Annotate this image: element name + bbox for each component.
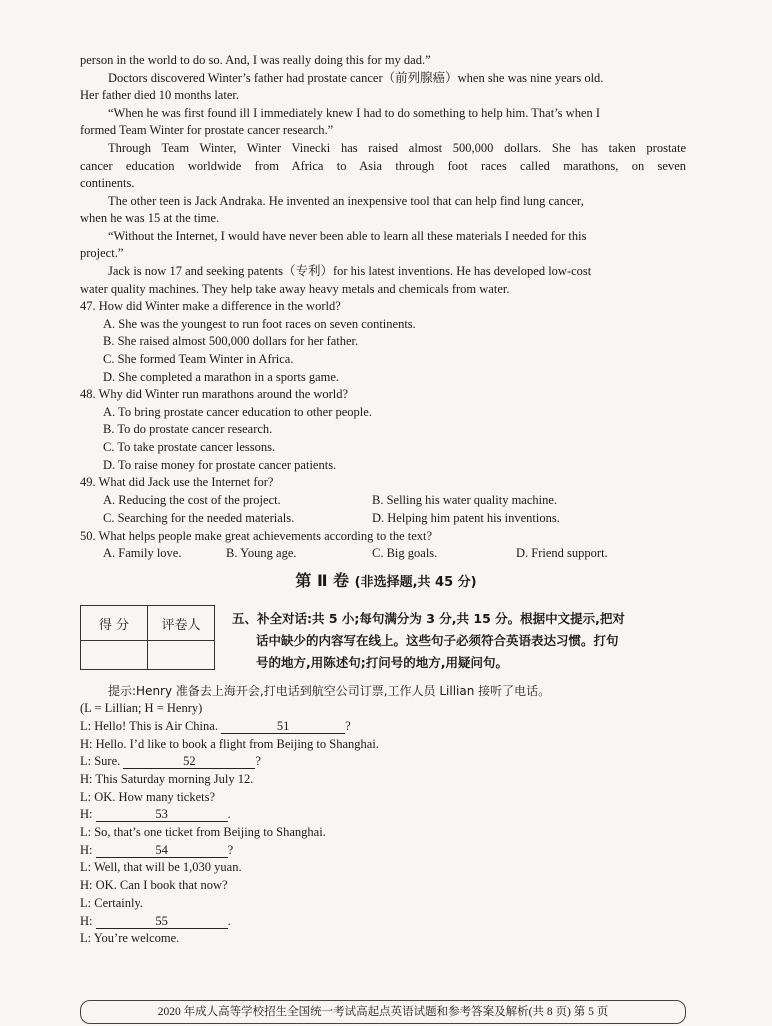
question-47-option-a: A. She was the youngest to run foot races on seven continents.	[103, 317, 416, 331]
passage-line: project.”	[80, 246, 124, 260]
score-label: 得 分	[81, 606, 148, 641]
passage-line: cancer education worldwide from Africa to Asia through foot races called marathons, on seven	[80, 159, 686, 173]
dialogue-line: H: OK. Can I book that now?	[80, 878, 228, 892]
instruction-line: 号的地方,用陈述句;打问号的地方,用疑问句。	[256, 655, 508, 670]
question-48-stem: 48. Why did Winter run marathons around the world?	[80, 387, 349, 401]
question-48-option-a: A. To bring prostate cancer education to other people.	[103, 405, 372, 419]
dialogue-key: (L = Lillian; H = Henry)	[80, 701, 203, 715]
dialogue-line: L: Certainly.	[80, 896, 144, 910]
dialogue-line: L: You’re welcome.	[80, 931, 180, 945]
passage-line: Jack is now 17 and seeking patents（专利）for his latest inventions. He has developed low-cost	[108, 264, 592, 278]
dialogue-line: L: Hello! This is Air China. 51 ?	[80, 719, 351, 733]
passage-line: The other teen is Jack Andraka. He invented an inexpensive tool that can help find lung cancer,	[108, 194, 584, 208]
passage-line: “When he was first found ill I immediately knew I had to do something to help him. That’s when I	[108, 106, 601, 120]
grader-label: 评卷人	[148, 606, 215, 641]
passage-line: “Without the Internet, I would have never been able to learn all these materials I needed for this	[108, 229, 587, 243]
dialogue-line: H: This Saturday morning July 12.	[80, 772, 254, 786]
question-48-option-c: C. To take prostate cancer lessons.	[103, 440, 276, 454]
score-box	[80, 605, 215, 670]
question-47-option-d: D. She completed a marathon in a sports game.	[103, 370, 340, 384]
dialogue-line: H: 55 .	[80, 914, 231, 928]
score-cell	[81, 641, 148, 670]
section-subtitle: (非选择题,共 45 分)	[354, 575, 477, 590]
question-47-option-b: B. She raised almost 500,000 dollars for her father.	[103, 334, 359, 348]
dialogue-line: L: So, that’s one ticket from Beijing to Shanghai.	[80, 825, 326, 839]
dialogue-line: L: Sure. 52 ?	[80, 754, 261, 768]
question-49-option-c: C. Searching for the needed materials.	[103, 511, 295, 525]
dialogue-hint: 提示:Henry 准备去上海开会,打电话到航空公司订票,工作人员 Lillian 接听了电话。	[108, 684, 551, 698]
question-48-option-b: B. To do prostate cancer research.	[103, 422, 273, 436]
answer-blank-52[interactable]: 52	[123, 754, 255, 769]
answer-blank-53[interactable]: 53	[96, 807, 228, 822]
passage-line: Through Team Winter, Winter Vinecki has raised almost 500,000 dollars. She has taken prostate	[108, 141, 686, 155]
question-50-option-b: B. Young age.	[226, 546, 297, 560]
page-footer: 2020 年成人高等学校招生全国统一考试高起点英语试题和参考答案及解析(共 8 页) 第 5 页	[80, 1000, 686, 1024]
question-49-option-b: B. Selling his water quality machine.	[372, 493, 558, 507]
dialogue-line: H: 54 ?	[80, 843, 234, 857]
question-49-stem: 49. What did Jack use the Internet for?	[80, 475, 274, 489]
passage-line: water quality machines. They help take away heavy metals and chemicals from water.	[80, 282, 510, 296]
question-50-option-c: C. Big goals.	[372, 546, 438, 560]
answer-blank-54[interactable]: 54	[96, 843, 228, 858]
passage-line: Her father died 10 months later.	[80, 88, 239, 102]
dialogue-line: H: Hello. I’d like to book a flight from Beijing to Shanghai.	[80, 737, 379, 751]
instruction-line: 五、补全对话:共 5 小;每句满分为 3 分,共 15 分。根据中文提示,把对	[232, 611, 625, 626]
passage-line: when he was 15 at the time.	[80, 211, 220, 225]
dialogue-line: L: OK. How many tickets?	[80, 790, 216, 804]
question-49-option-a: A. Reducing the cost of the project.	[103, 493, 281, 507]
passage-line: formed Team Winter for prostate cancer research.”	[80, 123, 334, 137]
question-49-option-d: D. Helping him patent his inventions.	[372, 511, 560, 525]
passage-line: person in the world to do so. And, I was really doing this for my dad.”	[80, 53, 431, 67]
question-47-option-c: C. She formed Team Winter in Africa.	[103, 352, 294, 366]
question-47-stem: 47. How did Winter make a difference in the world?	[80, 299, 341, 313]
instruction-line: 话中缺少的内容写在线上。这些句子必须符合英语表达习惯。打句	[256, 633, 619, 648]
passage-line: continents.	[80, 176, 135, 190]
question-50-option-a: A. Family love.	[103, 546, 182, 560]
section-heading	[0, 568, 772, 591]
dialogue-line: H: 53 .	[80, 807, 231, 821]
section-title: 第 Ⅱ 卷	[295, 571, 350, 590]
passage-line: Doctors discovered Winter’s father had prostate cancer（前列腺癌）when she was nine years old.	[108, 71, 604, 85]
answer-blank-51[interactable]: 51	[221, 719, 345, 734]
answer-blank-55[interactable]: 55	[96, 914, 228, 929]
question-48-option-d: D. To raise money for prostate cancer patients.	[103, 458, 337, 472]
dialogue-line: L: Well, that will be 1,030 yuan.	[80, 860, 242, 874]
question-50-option-d: D. Friend support.	[516, 546, 608, 560]
question-50-stem: 50. What helps people make great achievements according to the text?	[80, 529, 433, 543]
grader-cell	[148, 641, 215, 670]
